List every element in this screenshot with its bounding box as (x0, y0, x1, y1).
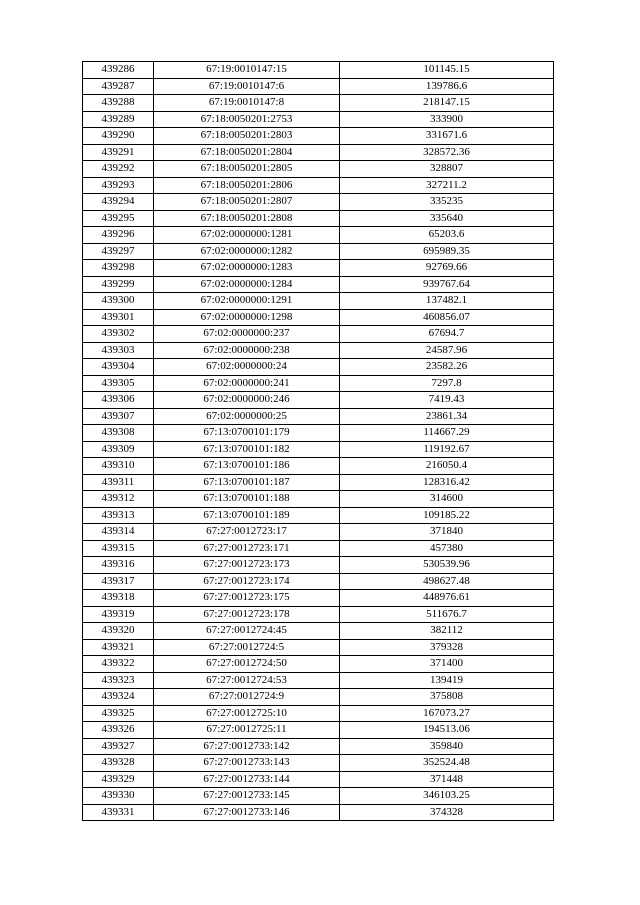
value-cell: 65203.6 (340, 227, 554, 244)
cadastral-number-cell: 67:02:0000000:241 (154, 375, 340, 392)
value-cell: 352524.48 (340, 755, 554, 772)
table-row (83, 689, 554, 706)
value-cell: 67694.7 (340, 326, 554, 343)
value-cell: 119192.67 (340, 441, 554, 458)
row-number-cell: 439313 (83, 507, 154, 524)
value-cell: 23861.34 (340, 408, 554, 425)
row-number-cell: 439299 (83, 276, 154, 293)
value-cell: 218147.15 (340, 95, 554, 112)
cadastral-number-cell: 67:18:0050201:2808 (154, 210, 340, 227)
value-cell: 511676.7 (340, 606, 554, 623)
row-number-cell: 439318 (83, 590, 154, 607)
cadastral-number-cell: 67:19:0010147:8 (154, 95, 340, 112)
cadastral-number-cell: 67:18:0050201:2807 (154, 194, 340, 211)
table-row (83, 375, 554, 392)
table-row (83, 441, 554, 458)
cadastral-number-cell: 67:02:0000000:238 (154, 342, 340, 359)
row-number-cell: 439290 (83, 128, 154, 145)
table-row (83, 804, 554, 821)
value-cell: 114667.29 (340, 425, 554, 442)
row-number-cell: 439287 (83, 78, 154, 95)
row-number-cell: 439311 (83, 474, 154, 491)
row-number-cell: 439322 (83, 656, 154, 673)
cadastral-number-cell: 67:13:0700101:182 (154, 441, 340, 458)
table-row (83, 425, 554, 442)
cadastral-number-cell: 67:27:0012725:11 (154, 722, 340, 739)
value-cell: 530539.96 (340, 557, 554, 574)
table-row (83, 755, 554, 772)
cadastral-number-cell: 67:13:0700101:179 (154, 425, 340, 442)
table-row (83, 672, 554, 689)
table-row (83, 78, 554, 95)
cadastral-number-cell: 67:27:0012723:171 (154, 540, 340, 557)
value-cell: 137482.1 (340, 293, 554, 310)
table-row (83, 210, 554, 227)
cadastral-number-cell: 67:27:0012724:5 (154, 639, 340, 656)
row-number-cell: 439316 (83, 557, 154, 574)
cadastral-number-cell: 67:02:0000000:1282 (154, 243, 340, 260)
value-cell: 101145.15 (340, 62, 554, 79)
row-number-cell: 439328 (83, 755, 154, 772)
cadastral-number-cell: 67:27:0012723:17 (154, 524, 340, 541)
value-cell: 92769.66 (340, 260, 554, 277)
table-row (83, 705, 554, 722)
row-number-cell: 439317 (83, 573, 154, 590)
row-number-cell: 439320 (83, 623, 154, 640)
value-cell: 128316.42 (340, 474, 554, 491)
value-cell: 335640 (340, 210, 554, 227)
value-cell: 139419 (340, 672, 554, 689)
row-number-cell: 439301 (83, 309, 154, 326)
cadastral-number-cell: 67:02:0000000:1291 (154, 293, 340, 310)
row-number-cell: 439297 (83, 243, 154, 260)
value-cell: 382112 (340, 623, 554, 640)
value-cell: 216050.4 (340, 458, 554, 475)
table-row (83, 606, 554, 623)
table-row (83, 474, 554, 491)
row-number-cell: 439324 (83, 689, 154, 706)
cadastral-number-cell: 67:02:0000000:237 (154, 326, 340, 343)
row-number-cell: 439314 (83, 524, 154, 541)
table-row (83, 95, 554, 112)
table-row (83, 62, 554, 79)
value-cell: 346103.25 (340, 788, 554, 805)
value-cell: 327211.2 (340, 177, 554, 194)
cadastral-number-cell: 67:18:0050201:2803 (154, 128, 340, 145)
cadastral-number-cell: 67:27:0012724:50 (154, 656, 340, 673)
table-row (83, 342, 554, 359)
row-number-cell: 439286 (83, 62, 154, 79)
value-cell: 448976.61 (340, 590, 554, 607)
table-row (83, 722, 554, 739)
row-number-cell: 439312 (83, 491, 154, 508)
cadastral-number-cell: 67:13:0700101:187 (154, 474, 340, 491)
row-number-cell: 439295 (83, 210, 154, 227)
cadastral-number-cell: 67:27:0012724:45 (154, 623, 340, 640)
value-cell: 7419.43 (340, 392, 554, 409)
table-row (83, 557, 554, 574)
value-cell: 109185.22 (340, 507, 554, 524)
table-row (83, 623, 554, 640)
row-number-cell: 439331 (83, 804, 154, 821)
cadastral-number-cell: 67:27:0012723:175 (154, 590, 340, 607)
cadastral-number-cell: 67:27:0012733:143 (154, 755, 340, 772)
row-number-cell: 439302 (83, 326, 154, 343)
table-row (83, 326, 554, 343)
table-row (83, 144, 554, 161)
cadastral-number-cell: 67:27:0012733:145 (154, 788, 340, 805)
row-number-cell: 439288 (83, 95, 154, 112)
row-number-cell: 439293 (83, 177, 154, 194)
table-row (83, 111, 554, 128)
value-cell: 328807 (340, 161, 554, 178)
row-number-cell: 439292 (83, 161, 154, 178)
value-cell: 939767.64 (340, 276, 554, 293)
cadastral-number-cell: 67:13:0700101:186 (154, 458, 340, 475)
cadastral-number-cell: 67:02:0000000:25 (154, 408, 340, 425)
cadastral-number-cell: 67:27:0012723:174 (154, 573, 340, 590)
cadastral-number-cell: 67:18:0050201:2753 (154, 111, 340, 128)
cadastral-number-cell: 67:27:0012733:142 (154, 738, 340, 755)
cadastral-number-cell: 67:18:0050201:2806 (154, 177, 340, 194)
value-cell: 314600 (340, 491, 554, 508)
table-row (83, 540, 554, 557)
row-number-cell: 439315 (83, 540, 154, 557)
cadastral-number-cell: 67:18:0050201:2805 (154, 161, 340, 178)
value-cell: 371400 (340, 656, 554, 673)
cadastral-number-cell: 67:02:0000000:246 (154, 392, 340, 409)
row-number-cell: 439325 (83, 705, 154, 722)
value-cell: 167073.27 (340, 705, 554, 722)
cadastral-number-cell: 67:13:0700101:188 (154, 491, 340, 508)
value-cell: 695989.35 (340, 243, 554, 260)
cadastral-number-cell: 67:02:0000000:1283 (154, 260, 340, 277)
cadastral-number-cell: 67:27:0012733:144 (154, 771, 340, 788)
table-row (83, 128, 554, 145)
row-number-cell: 439308 (83, 425, 154, 442)
table-row (83, 458, 554, 475)
table-row (83, 194, 554, 211)
table-row (83, 738, 554, 755)
table-row (83, 177, 554, 194)
value-cell: 333900 (340, 111, 554, 128)
table-row (83, 359, 554, 376)
table-row (83, 491, 554, 508)
table-row (83, 293, 554, 310)
cadastral-number-cell: 67:27:0012733:146 (154, 804, 340, 821)
value-cell: 23582.26 (340, 359, 554, 376)
cadastral-number-cell: 67:27:0012723:178 (154, 606, 340, 623)
value-cell: 371840 (340, 524, 554, 541)
value-cell: 375808 (340, 689, 554, 706)
cadastral-number-cell: 67:02:0000000:24 (154, 359, 340, 376)
table-row (83, 260, 554, 277)
value-cell: 335235 (340, 194, 554, 211)
cadastral-number-cell: 67:02:0000000:1284 (154, 276, 340, 293)
value-cell: 359840 (340, 738, 554, 755)
cadastral-number-cell: 67:02:0000000:1281 (154, 227, 340, 244)
table-row (83, 771, 554, 788)
row-number-cell: 439305 (83, 375, 154, 392)
row-number-cell: 439319 (83, 606, 154, 623)
row-number-cell: 439298 (83, 260, 154, 277)
row-number-cell: 439296 (83, 227, 154, 244)
table-row (83, 507, 554, 524)
row-number-cell: 439303 (83, 342, 154, 359)
table-row (83, 590, 554, 607)
table-row (83, 309, 554, 326)
cadastral-number-cell: 67:27:0012723:173 (154, 557, 340, 574)
row-number-cell: 439329 (83, 771, 154, 788)
table-row (83, 524, 554, 541)
cadastral-number-cell: 67:27:0012725:10 (154, 705, 340, 722)
table-row (83, 392, 554, 409)
row-number-cell: 439289 (83, 111, 154, 128)
cadastral-number-cell: 67:19:0010147:6 (154, 78, 340, 95)
table-body (83, 62, 554, 821)
value-cell: 139786.6 (340, 78, 554, 95)
row-number-cell: 439307 (83, 408, 154, 425)
table-row (83, 276, 554, 293)
table-row (83, 227, 554, 244)
table-row (83, 788, 554, 805)
cadastral-number-cell: 67:02:0000000:1298 (154, 309, 340, 326)
table-row (83, 161, 554, 178)
row-number-cell: 439326 (83, 722, 154, 739)
cadastral-number-cell: 67:18:0050201:2804 (154, 144, 340, 161)
row-number-cell: 439309 (83, 441, 154, 458)
value-cell: 194513.06 (340, 722, 554, 739)
value-cell: 7297.8 (340, 375, 554, 392)
row-number-cell: 439294 (83, 194, 154, 211)
value-cell: 331671.6 (340, 128, 554, 145)
row-number-cell: 439321 (83, 639, 154, 656)
value-cell: 498627.48 (340, 573, 554, 590)
row-number-cell: 439323 (83, 672, 154, 689)
row-number-cell: 439291 (83, 144, 154, 161)
value-cell: 371448 (340, 771, 554, 788)
cadastral-number-cell: 67:13:0700101:189 (154, 507, 340, 524)
row-number-cell: 439310 (83, 458, 154, 475)
row-number-cell: 439304 (83, 359, 154, 376)
value-cell: 328572.36 (340, 144, 554, 161)
value-cell: 457380 (340, 540, 554, 557)
table-row (83, 573, 554, 590)
cadastral-number-cell: 67:27:0012724:9 (154, 689, 340, 706)
value-cell: 460856.07 (340, 309, 554, 326)
data-table (82, 61, 554, 821)
table-row (83, 639, 554, 656)
row-number-cell: 439327 (83, 738, 154, 755)
cadastral-number-cell: 67:19:0010147:15 (154, 62, 340, 79)
table-row (83, 656, 554, 673)
value-cell: 24587.96 (340, 342, 554, 359)
row-number-cell: 439330 (83, 788, 154, 805)
value-cell: 374328 (340, 804, 554, 821)
table-row (83, 243, 554, 260)
cadastral-number-cell: 67:27:0012724:53 (154, 672, 340, 689)
row-number-cell: 439300 (83, 293, 154, 310)
table-row (83, 408, 554, 425)
value-cell: 379328 (340, 639, 554, 656)
row-number-cell: 439306 (83, 392, 154, 409)
